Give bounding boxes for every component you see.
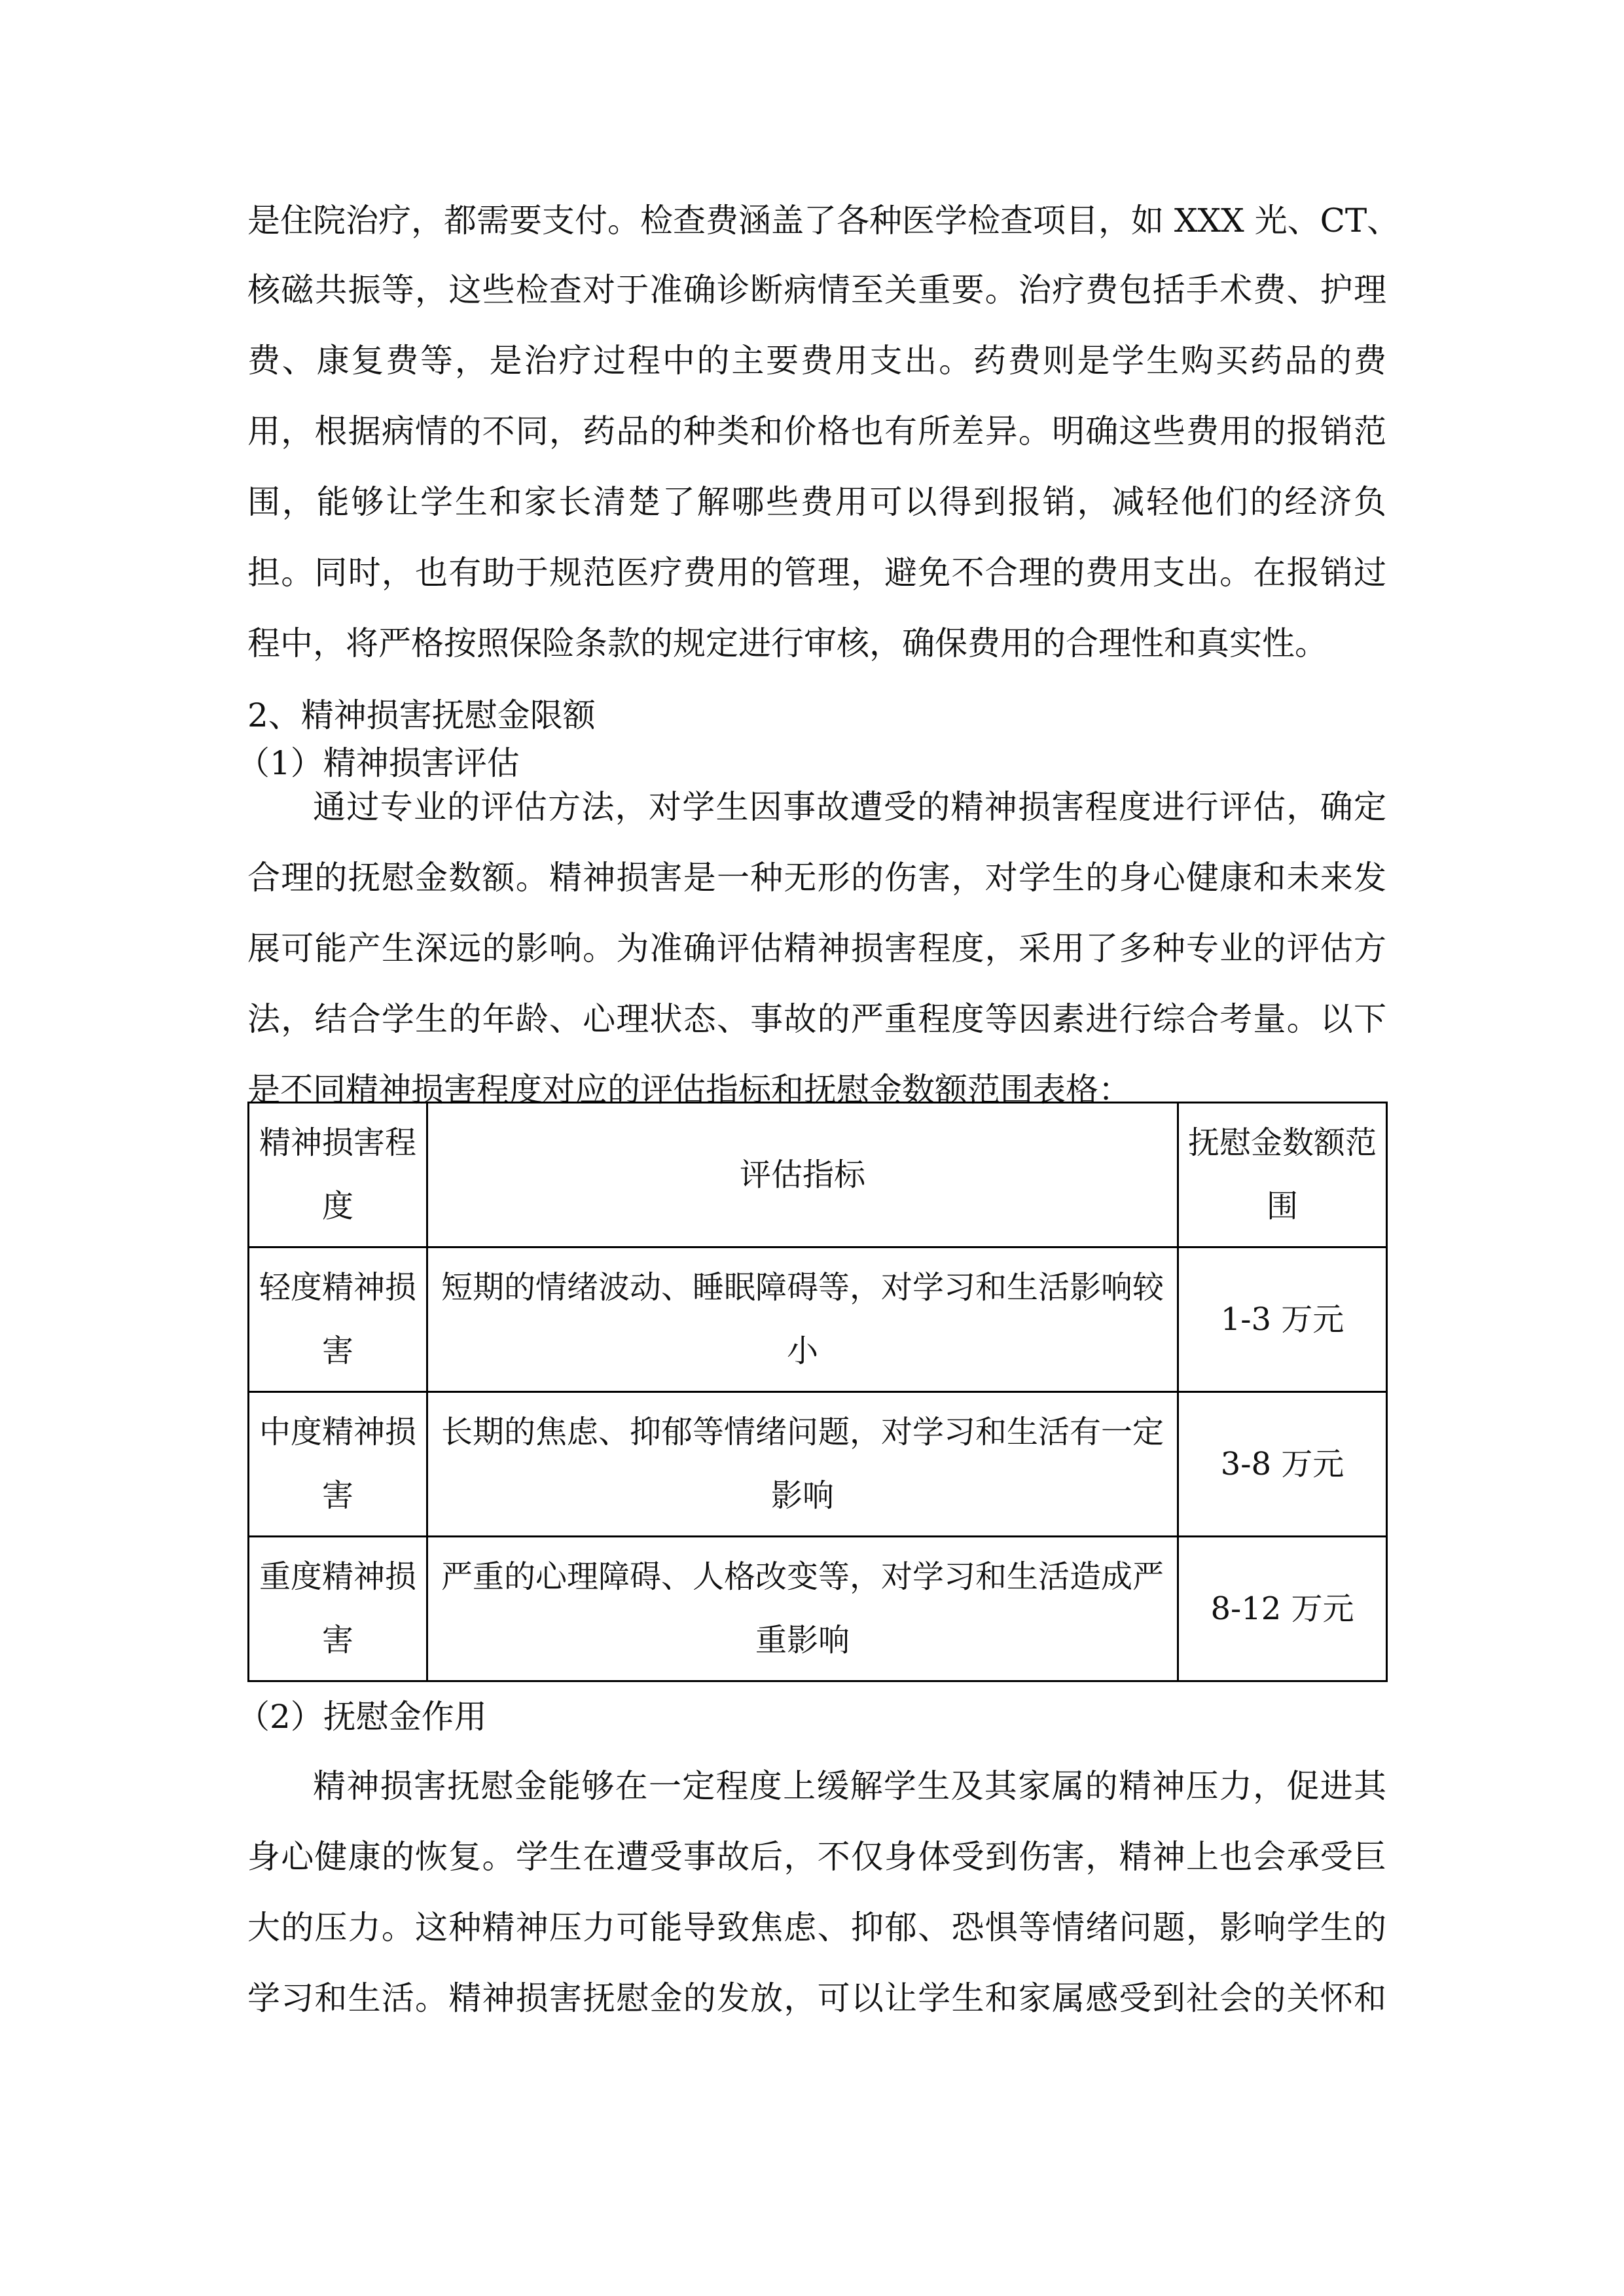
table-cell: 严重的心理障碍、人格改变等，对学习和生活造成严重影响 <box>427 1537 1178 1681</box>
text-line: 用，根据病情的不同，药品的种类和价格也有所差异。明确这些费用的报销范 <box>247 412 1386 450</box>
text-line: 精神损害抚慰金能够在一定程度上缓解学生及其家属的精神压力，促进其 <box>313 1767 1386 1805</box>
section-heading: 2、精神损害抚慰金限额 <box>247 696 596 734</box>
table-row <box>249 1247 1387 1392</box>
text-line: 展可能产生深远的影响。为准确评估精神损害程度，采用了多种专业的评估方 <box>247 929 1386 967</box>
text-line: 通过专业的评估方法，对学生因事故遭受的精神损害程度进行评估，确定 <box>313 788 1386 826</box>
table-cell: 1-3 万元 <box>1178 1247 1387 1392</box>
subsection-heading: （2）抚慰金作用 <box>237 1698 487 1736</box>
table-cell: 长期的焦虑、抑郁等情绪问题，对学习和生活有一定影响 <box>427 1392 1178 1537</box>
table-row <box>249 1392 1387 1537</box>
table-cell: 重度精神损害 <box>249 1537 427 1681</box>
text-line: 是住院治疗，都需要支付。检查费涵盖了各种医学检查项目，如 XXX 光、CT、 <box>247 202 1400 240</box>
table-cell: 3-8 万元 <box>1178 1392 1387 1537</box>
text-line: 围，能够让学生和家长清楚了解哪些费用可以得到报销，减轻他们的经济负 <box>247 483 1386 521</box>
text-line: 是不同精神损害程度对应的评估指标和抚慰金数额范围表格： <box>247 1071 1131 1109</box>
header-cell: 评估指标 <box>427 1103 1178 1247</box>
table-cell: 中度精神损害 <box>249 1392 427 1537</box>
table-cell: 8-12 万元 <box>1178 1537 1387 1681</box>
text-line: 身心健康的恢复。学生在遭受事故后，不仅身体受到伤害，精神上也会承受巨 <box>247 1838 1386 1876</box>
table-cell: 轻度精神损害 <box>249 1247 427 1392</box>
subsection-heading: （1）精神损害评估 <box>237 744 520 782</box>
text-line: 合理的抚慰金数额。精神损害是一种无形的伤害，对学生的身心健康和未来发 <box>247 859 1386 897</box>
text-line: 学习和生活。精神损害抚慰金的发放，可以让学生和家属感受到社会的关怀和 <box>247 1979 1386 2017</box>
text-line: 担。同时，也有助于规范医疗费用的管理，避免不合理的费用支出。在报销过 <box>247 554 1386 592</box>
table-cell: 短期的情绪波动、睡眠障碍等，对学习和生活影响较小 <box>427 1247 1178 1392</box>
table-header-row <box>249 1103 1387 1247</box>
header-cell: 抚慰金数额范围 <box>1178 1103 1387 1247</box>
text-line: 法，结合学生的年龄、心理状态、事故的严重程度等因素进行综合考量。以下 <box>247 1000 1386 1038</box>
text-line: 费、康复费等，是治疗过程中的主要费用支出。药费则是学生购买药品的费 <box>247 342 1386 380</box>
text-line: 程中，将严格按照保险条款的规定进行审核，确保费用的合理性和真实性。 <box>247 624 1327 662</box>
header-cell: 精神损害程度 <box>249 1103 427 1247</box>
text-line: 核磁共振等，这些检查对于准确诊断病情至关重要。治疗费包括手术费、护理 <box>247 271 1386 309</box>
table-row <box>249 1537 1387 1681</box>
text-line: 大的压力。这种精神压力可能导致焦虑、抑郁、恐惧等情绪问题，影响学生的 <box>247 1909 1386 1946</box>
compensation-table <box>247 1102 1388 1682</box>
